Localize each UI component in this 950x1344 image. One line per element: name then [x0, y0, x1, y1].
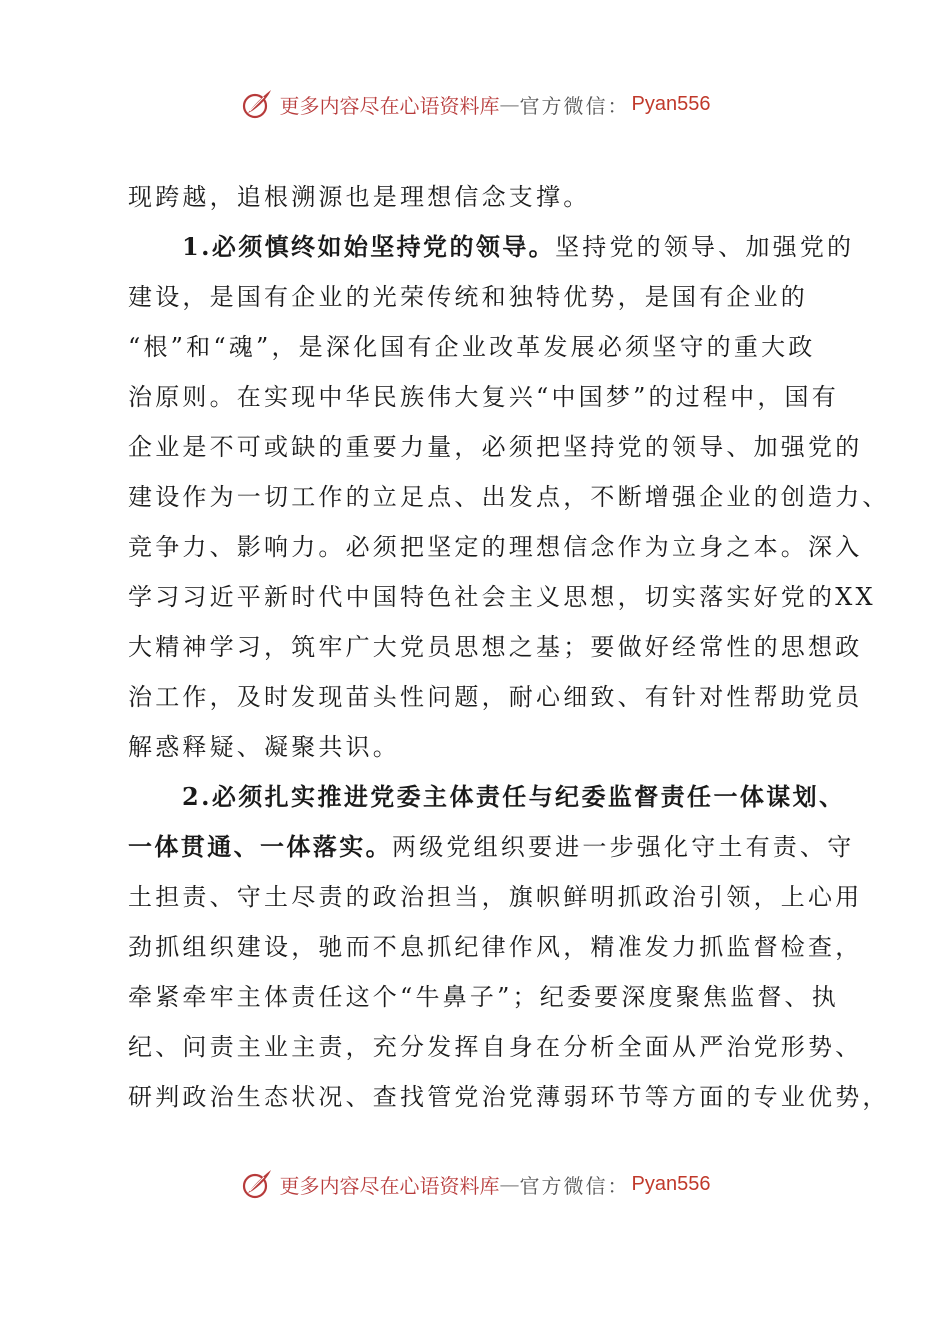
text-line: 坚持党的领导、加强党的	[555, 233, 855, 261]
text-line: 牵紧牵牢主体责任这个“牛鼻子”；纪委要深度聚焦监督、执	[128, 983, 839, 1011]
banner-wechat-id: Pyan556	[631, 92, 711, 115]
text-line: 研判政治生态状况、查找管党治党薄弱环节等方面的专业优势，	[128, 1083, 890, 1111]
text-line: 大精神学习，筑牢广大党员思想之基；要做好经常性的思想政	[128, 633, 863, 661]
text-line: 建设，是国有企业的光荣传统和独特优势，是国有企业的	[128, 283, 808, 311]
text-line: 治工作，及时发现苗头性问题，耐心细致、有针对性帮助党员	[128, 683, 863, 711]
paragraph-2-heading-cont: 一体贯通、一体落实。	[128, 832, 392, 861]
text-line: 竞争力、影响力。必须把坚定的理想信念作为立身之本。深入	[128, 533, 863, 561]
paragraph-1-first-line	[128, 222, 855, 272]
text-line: 治原则。在实现中华民族伟大复兴“中国梦”的过程中，国有	[128, 383, 839, 411]
banner-wechat-id: Pyan556	[631, 1172, 711, 1195]
text-line: 两级党组织要进一步强化守土有责、守	[392, 833, 855, 861]
footer-banner	[0, 1160, 950, 1208]
banner-wechat-label: 官方微信：	[519, 1173, 630, 1198]
text-line: 企业是不可或缺的重要力量，必须把坚持党的领导、加强党的	[128, 433, 863, 461]
paragraph-2-second-line	[128, 822, 855, 872]
text-line: 解惑释疑、凝聚共识。	[128, 733, 400, 761]
text-line: 学习习近平新时代中国特色社会主义思想，切实落实好党的XX	[128, 583, 876, 611]
document-body	[128, 172, 890, 1122]
banner-wechat-label: 官方微信：	[519, 93, 630, 118]
text-line: 土担责、守土尽责的政治担当，旗帜鲜明抓政治引领，上心用	[128, 883, 863, 911]
banner-dash: —	[499, 1172, 520, 1196]
text-line: 纪、问责主业主责，充分发挥自身在分析全面从严治党形势、	[128, 1033, 863, 1061]
text-line: 劲抓组织建设，驰而不息抓纪律作风，精准发力抓监督检查，	[128, 933, 863, 961]
header-banner	[0, 80, 950, 128]
text-line: 现跨越，追根溯源也是理想信念支撑。	[128, 183, 591, 211]
banner-dash: —	[499, 92, 520, 116]
banner-site-name: 更多内容尽在心语资料库	[279, 93, 500, 118]
quill-logo-icon	[240, 1167, 274, 1201]
banner-site-name: 更多内容尽在心语资料库	[279, 1173, 500, 1198]
text-line: “根”和“魂”，是深化国有企业改革发展必须坚守的重大政	[128, 333, 816, 361]
paragraph-1-heading: 1.必须慎终如始坚持党的领导。	[182, 232, 556, 261]
paragraph-2-heading: 2.必须扎实推进党委主体责任与纪委监督责任一体谋划、	[182, 782, 846, 811]
text-line: 建设作为一切工作的立足点、出发点，不断增强企业的创造力、	[128, 483, 890, 511]
quill-logo-icon	[240, 87, 274, 121]
